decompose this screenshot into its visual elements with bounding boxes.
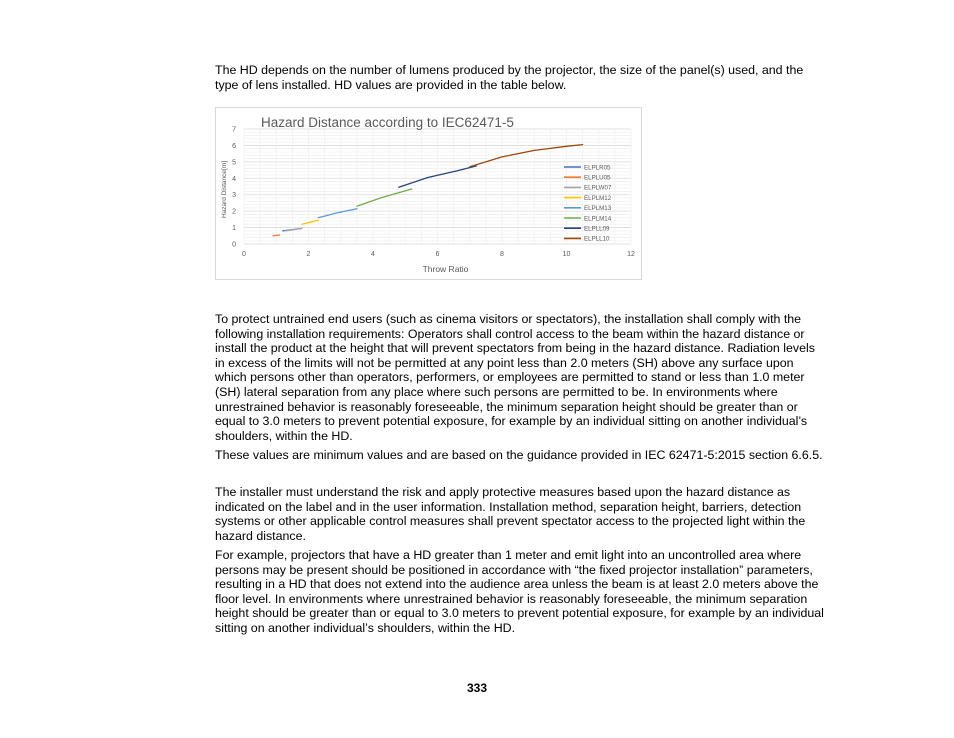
y-tick-label: 5 <box>232 159 236 167</box>
minimum-values-paragraph: These values are minimum values and are based on the guidance provided in IEC 62471-5:2015 section 6.6.5. <box>215 448 823 462</box>
y-tick-label: 6 <box>232 142 236 150</box>
x-tick-label: 2 <box>306 251 311 258</box>
x-tick-label: 8 <box>500 251 504 258</box>
legend-label-elplm12: ELPLM12 <box>584 194 612 202</box>
y-axis-label: Hazard Distance[m] <box>221 160 228 219</box>
hazard-distance-chart <box>215 107 642 280</box>
legend-label-elplm13: ELPLM13 <box>584 205 612 213</box>
installation-requirements-paragraph: To protect untrained end users (such as cinema visitors or spectators), the installation shall comply with the following installation requirements: Operators shall control access to the beam within the hazard distance or install the product at the height that will prevent spectators from being in the hazard distance. Radiation levels in excess of the limits will not be permitted at any point less than 2.0 meters (SH) above any surface upon which persons other than operators, performers, or employees are permitted to stand or less than 1.0 meter (SH) lateral separation from any place where such persons are permitted to be. In environments where unrestrained behavior is reasonably foreseeable, the minimum separation height should be greater than or equal to 3.0 meters to prevent potential exposure, for example by an individual sitting on another individual’s shoulders, within the HD. <box>215 312 815 443</box>
y-tick-label: 4 <box>232 175 236 183</box>
intro-paragraph: The HD depends on the number of lumens produced by the projector, the size of the panel(s) used, and the type of lens installed. HD values are provided in the table below. <box>215 63 804 92</box>
page-number: 333 <box>466 681 488 695</box>
y-tick-label: 1 <box>232 225 236 233</box>
y-tick-label: 7 <box>232 126 236 134</box>
legend-label-elpll09: ELPLL09 <box>584 225 610 233</box>
y-tick-label: 3 <box>232 192 236 200</box>
x-tick-label: 4 <box>371 251 375 258</box>
legend-label-elplr05: ELPLR05 <box>584 164 611 172</box>
x-tick-label: 0 <box>242 251 246 258</box>
y-tick-label: 0 <box>232 241 236 249</box>
x-tick-label: 12 <box>627 251 635 258</box>
installer-paragraph: The installer must understand the risk and apply protective measures based upon the hazard distance as indicated on the label and in the user information. Installation method, separation height, barriers, detection systems or other applicable control measures shall prevent spectator access to the projected light within the hazard distance. <box>215 485 806 543</box>
series-line-elplm13 <box>318 209 357 218</box>
y-tick-label: 2 <box>232 208 236 216</box>
legend-label-elplw07: ELPLW07 <box>584 184 612 192</box>
x-tick-label: 6 <box>435 251 440 258</box>
legend-label-elplm14: ELPLM14 <box>584 215 612 223</box>
series-line-elplu05 <box>273 235 280 236</box>
x-axis-label: Throw Ratio <box>422 264 469 274</box>
chart-svg <box>216 108 641 279</box>
series-line-elpll10 <box>470 145 583 167</box>
x-tick-label: 10 <box>562 251 571 258</box>
chart-title: Hazard Distance according to IEC62471-5 <box>261 115 514 130</box>
example-paragraph: For example, projectors that have a HD greater than 1 meter and emit light into an uncontrolled area where persons may be present should be positioned in accordance with “the fixed projector installation” parameters, resulting in a HD that does not extend into the audience area unless the beam is at least 2.0 meters above the floor level. In environments where unrestrained behavior is reasonably foreseeable, the minimum separation height should be greater than or equal to 3.0 meters to prevent potential exposure, for example by an individual sitting on another individual’s shoulders, within the HD. <box>215 548 824 635</box>
legend-label-elplu05: ELPLU05 <box>584 174 611 182</box>
legend-label-elpll10: ELPLL10 <box>584 235 610 243</box>
